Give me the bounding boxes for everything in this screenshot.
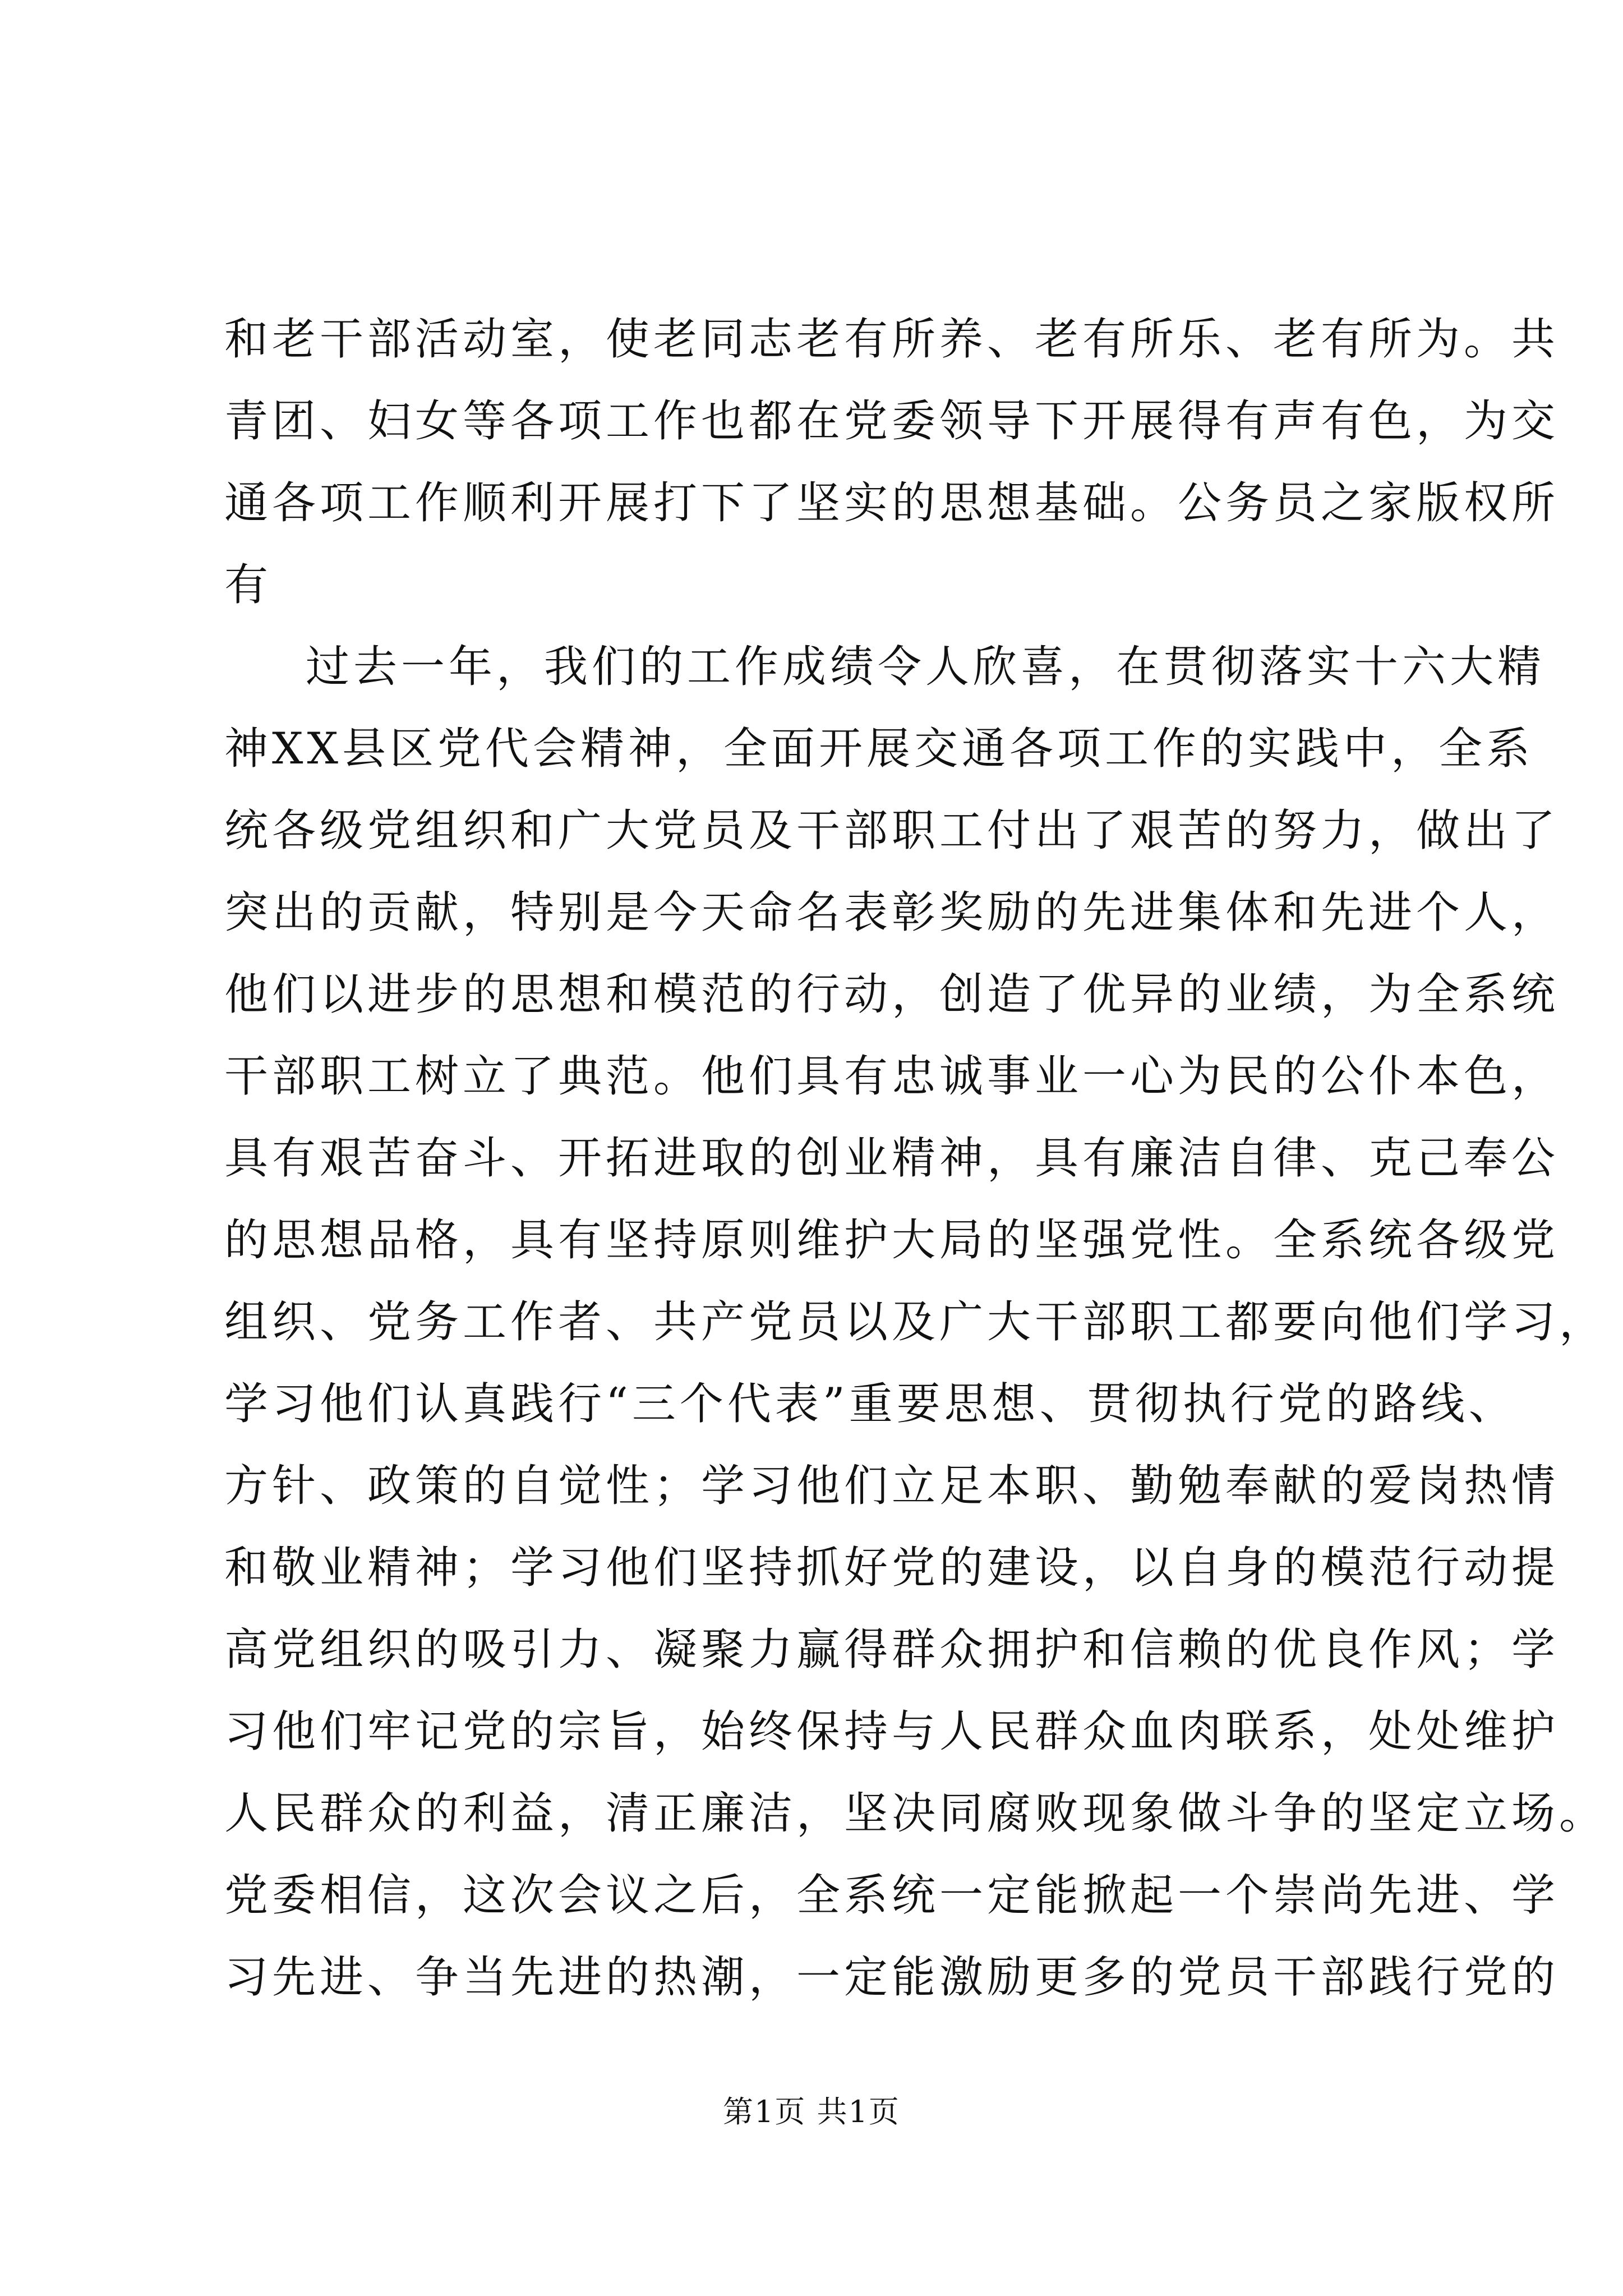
text-line: 他们以进步的思想和模范的行动，创造了优异的业绩，为全系统 <box>224 969 1560 1020</box>
page-footer: 第1页 共1页 <box>723 2094 900 2129</box>
text-line: 的思想品格，具有坚持原则维护大局的坚强党性。全系统各级党 <box>224 1215 1560 1266</box>
text-line: 神XX县区党代会精神，全面开展交通各项工作的实践中，全系 <box>224 724 1534 774</box>
text-line: 习他们牢记党的宗旨，始终保持与人民群众血肉联系，处处维护 <box>224 1706 1560 1757</box>
text-line: 人民群众的利益，清正廉洁，坚决同腐败现象做斗争的坚定立场。 <box>224 1788 1607 1839</box>
text-line: 通各项工作顺利开展打下了坚实的思想基础。公务员之家版权所 <box>224 478 1560 528</box>
text-line: 组织、党务工作者、共产党员以及广大干部职工都要向他们学习， <box>224 1297 1607 1347</box>
text-line: 具有艰苦奋斗、开拓进取的创业精神，具有廉洁自律、克己奉公 <box>224 1133 1560 1184</box>
text-line-paragraph-start: 过去一年，我们的工作成绩令人欣喜，在贯彻落实十六大精 <box>306 642 1546 692</box>
text-line: 和老干部活动室，使老同志老有所养、老有所乐、老有所为。共 <box>224 314 1560 365</box>
text-line: 有 <box>224 560 273 610</box>
text-line: 学习他们认真践行“三个代表”重要思想、贯彻执行党的路线、 <box>224 1379 1516 1429</box>
text-line: 统各级党组织和广大党员及干部职工付出了艰苦的努力，做出了 <box>224 806 1560 856</box>
text-line: 干部职工树立了典范。他们具有忠诚事业一心为民的公仆本色， <box>224 1051 1560 1102</box>
text-line: 和敬业精神；学习他们坚持抓好党的建设，以自身的模范行动提 <box>224 1543 1560 1593</box>
text-line: 青团、妇女等各项工作也都在党委领导下开展得有声有色，为交 <box>224 396 1560 447</box>
text-line: 党委相信，这次会议之后，全系统一定能掀起一个崇尚先进、学 <box>224 1870 1560 1921</box>
text-line: 突出的贡献，特别是今天命名表彰奖励的先进集体和先进个人， <box>224 887 1560 938</box>
text-line: 高党组织的吸引力、凝聚力赢得群众拥护和信赖的优良作风；学 <box>224 1625 1560 1675</box>
text-line: 方针、政策的自觉性；学习他们立足本职、勤勉奉献的爱岗热情 <box>224 1461 1560 1511</box>
text-line: 习先进、争当先进的热潮，一定能激励更多的党员干部践行党的 <box>224 1952 1560 2003</box>
